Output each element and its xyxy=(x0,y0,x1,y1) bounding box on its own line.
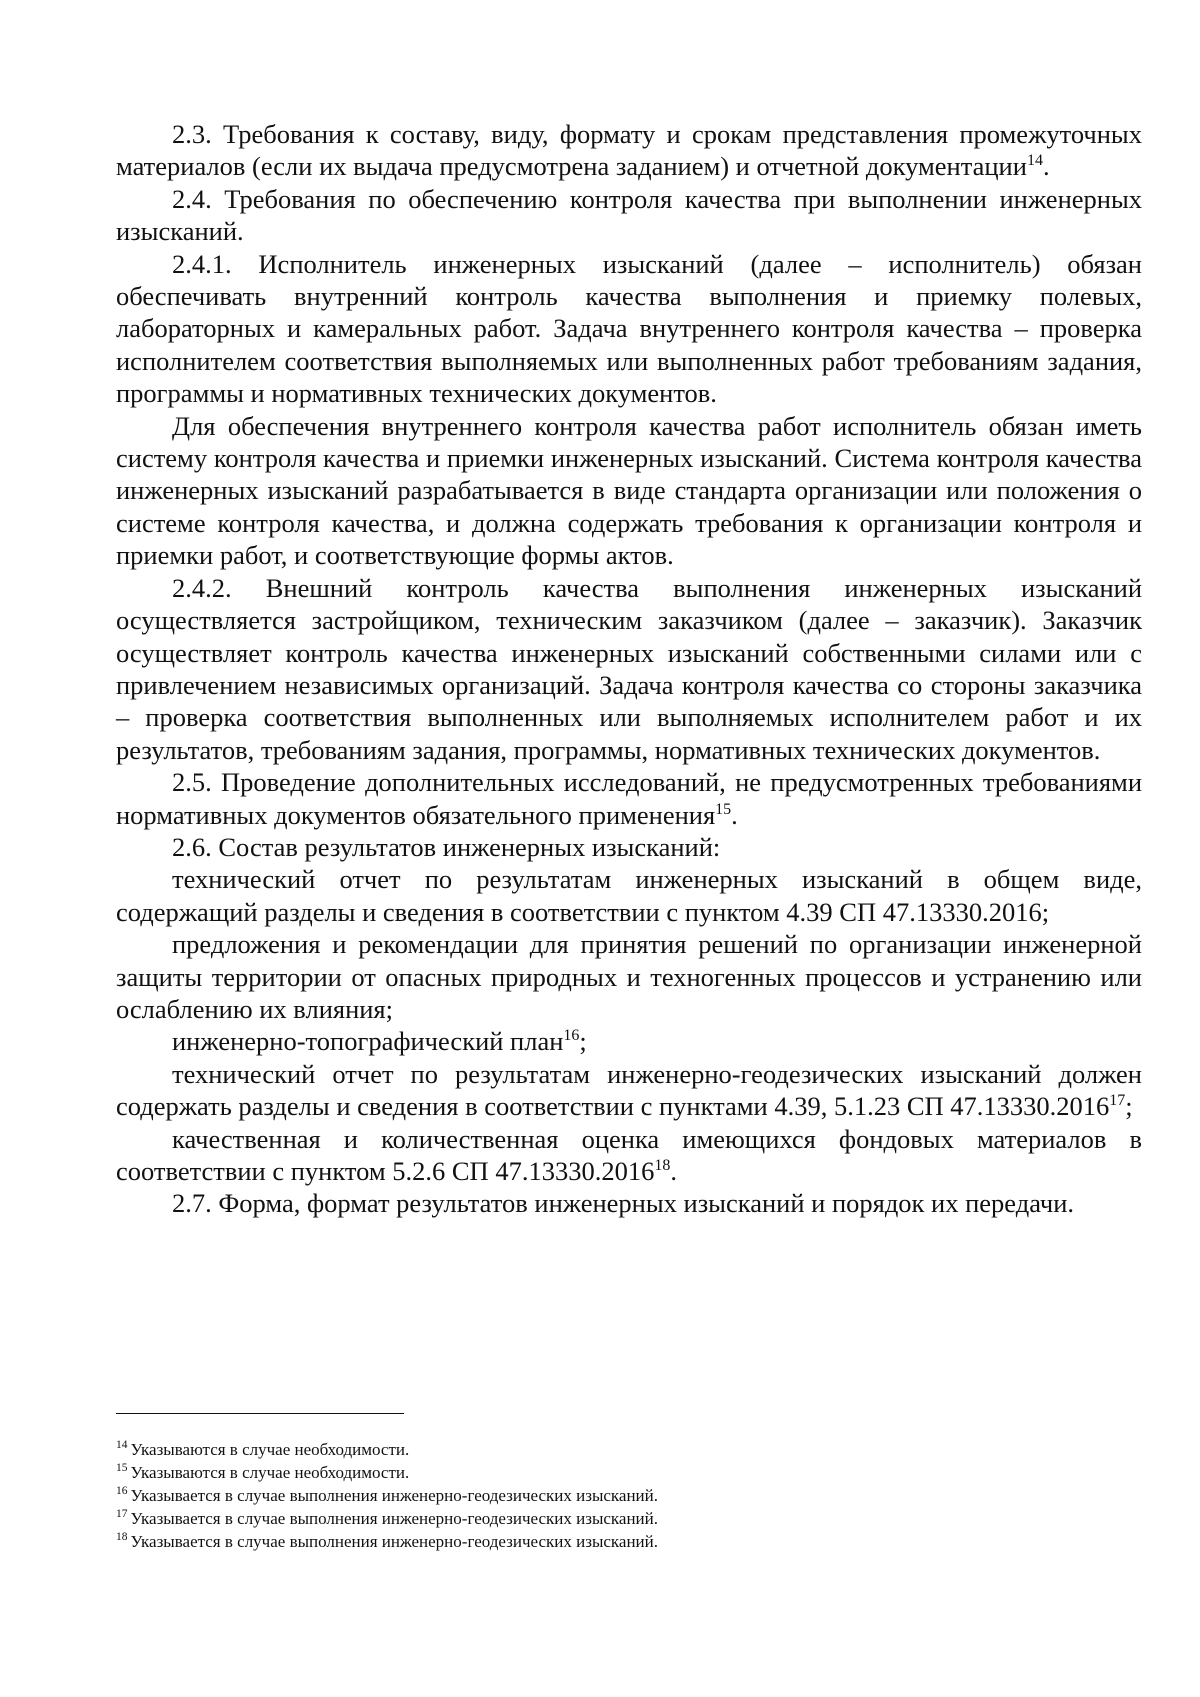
paragraph-text: качественная и количественная оценка имеющихся фондовых материалов в соответствии с пунктом 5.2.6 СП 47.13330.2016 xyxy=(116,1123,1142,1186)
paragraph-2-4 xyxy=(116,183,1142,248)
footnote-number: 14 xyxy=(116,1439,128,1452)
footnote-text: Указывается в случае выполнения инженерно-геодезических изысканий. xyxy=(130,1509,659,1528)
paragraph-tail: . xyxy=(1042,151,1050,182)
footnote-text: Указывается в случае выполнения инженерно-геодезических изысканий. xyxy=(130,1532,659,1551)
paragraph-text: 2.6. Состав результатов инженерных изысканий: xyxy=(172,831,721,862)
paragraph-text: технический отчет по результатам инженерно-геодезических изысканий должен содержать разделы и сведения в соответствии с пунктами 4.39, 5.1.23 СП 47.13330.2016 xyxy=(116,1058,1142,1122)
paragraph-2-6 xyxy=(116,831,1142,863)
list-item-topographic-plan xyxy=(116,1025,1142,1057)
paragraph-internal-control-system xyxy=(116,410,1142,572)
footnote-number: 18 xyxy=(116,1531,128,1544)
footnote-reference[interactable]: 14 xyxy=(1026,152,1043,170)
footnote-text: Указывается в случае выполнения инженерно-геодезических изысканий. xyxy=(130,1486,659,1505)
paragraph-text: 2.4.2. Внешний контроль качества выполнения инженерных изысканий осуществляется застройщиком, техническим заказчиком (далее – заказчик). Заказчик осуществляет контроль качества инженерных изысканий собственными силами или с привлечением независимых организаций. Задача контроля качества со стороны заказчика – проверка соответствия выполненных или выполняемых исполнителем работ и их результатов, требованиям задания, программы, нормативных технических документов. xyxy=(116,572,1142,765)
paragraph-tail: ; xyxy=(579,1026,587,1057)
paragraph-2-3 xyxy=(116,118,1142,183)
list-item-proposals xyxy=(116,928,1142,1025)
list-item-geodetic-report xyxy=(116,1058,1142,1123)
footnote-number: 17 xyxy=(116,1508,128,1521)
paragraph-tail: ; xyxy=(1125,1091,1133,1122)
footnote-reference[interactable]: 18 xyxy=(654,1157,671,1175)
paragraph-text: Для обеспечения внутреннего контроля качества работ исполнитель обязан иметь систему контроля качества и приемки инженерных изысканий. Система контроля качества инженерных изысканий разрабатывается в виде стандарта организации или положения о системе контроля качества, и должна содержать требования к организации контроля и приемки работ, и соответствующие формы актов. xyxy=(116,410,1142,571)
paragraph-2-7 xyxy=(116,1187,1142,1219)
list-item-fund-materials-assessment xyxy=(116,1123,1142,1188)
footnote-number: 16 xyxy=(116,1485,128,1498)
footnote-17 xyxy=(116,1507,1142,1530)
footnote-text: Указываются в случае необходимости. xyxy=(130,1463,410,1482)
footnote-14 xyxy=(116,1438,1142,1461)
footnote-text: Указываются в случае необходимости. xyxy=(130,1440,410,1459)
footnote-reference[interactable]: 17 xyxy=(1109,1092,1126,1110)
document-body xyxy=(116,118,1142,1220)
footnote-18 xyxy=(116,1530,1142,1553)
paragraph-text: 2.4.1. Исполнитель инженерных изысканий (далее – исполнитель) обязан обеспечивать внутренний контроль качества выполнения и приемку полевых, лабораторных и камеральных работ. Задача внутреннего контроля качества – проверка исполнителем соответствия выполняемых или выполненных работ требованиям задания, программы и нормативных технических документов. xyxy=(116,248,1142,409)
footnote-reference[interactable]: 15 xyxy=(715,800,732,818)
paragraph-text: предложения и рекомендации для принятия решений по организации инженерной защиты территории от опасных природных и техногенных процессов и устранению или ослаблению их влияния; xyxy=(116,929,1142,1024)
footnote-16 xyxy=(116,1484,1142,1507)
paragraph-2-5 xyxy=(116,766,1142,831)
footnotes xyxy=(116,1438,1142,1553)
list-item-technical-report xyxy=(116,863,1142,928)
paragraph-tail: . xyxy=(670,1156,677,1186)
paragraph-tail: . xyxy=(731,799,738,830)
paragraph-2-4-2 xyxy=(116,572,1142,766)
paragraph-text: инженерно-топографический план xyxy=(172,1026,564,1057)
footnote-separator xyxy=(116,1413,404,1414)
paragraph-text: 2.7. Форма, формат результатов инженерных изысканий и порядок их передачи. xyxy=(172,1188,1075,1219)
paragraph-text: технический отчет по результатам инженерных изысканий в общем виде, содержащий разделы и сведения в соответствии с пунктом 4.39 СП 47.13330.2016; xyxy=(116,864,1142,927)
paragraph-2-4-1 xyxy=(116,248,1142,410)
footnote-number: 15 xyxy=(116,1462,128,1475)
footnote-15 xyxy=(116,1461,1142,1484)
paragraph-text: 2.5. Проведение дополнительных исследований, не предусмотренных требованиями нормативных документов обязательного применения xyxy=(116,767,1142,830)
paragraph-text: 2.3. Требования к составу, виду, формату и срокам представления промежуточных материалов (если их выдача предусмотрена заданием) и отчетной документации xyxy=(116,119,1142,182)
footnote-reference[interactable]: 16 xyxy=(563,1027,580,1045)
paragraph-text: 2.4. Требования по обеспечению контроля качества при выполнении инженерных изысканий. xyxy=(116,183,1142,247)
